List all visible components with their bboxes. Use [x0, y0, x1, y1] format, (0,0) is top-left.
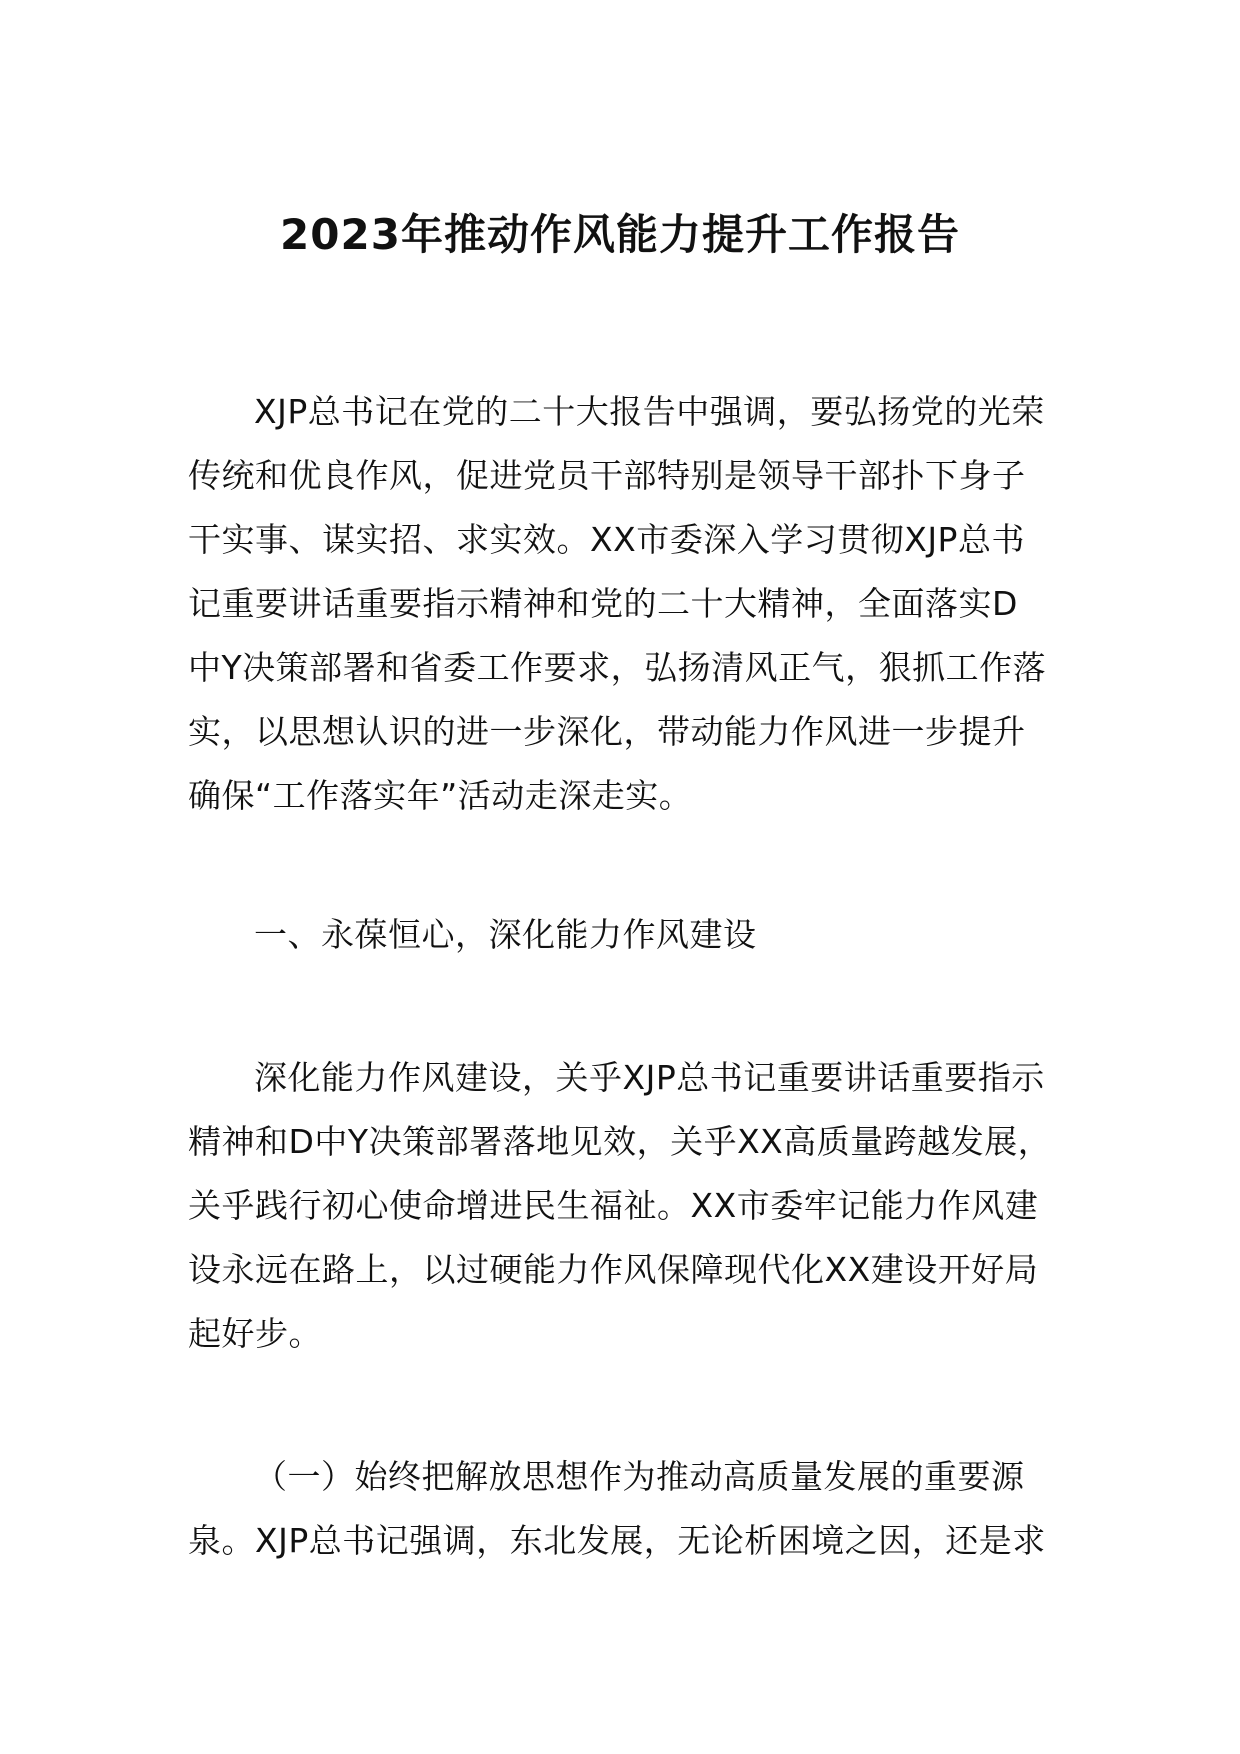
section-paragraph	[188, 1046, 1058, 1366]
section-heading: 一、永葆恒心，深化能力作风建设	[254, 915, 757, 954]
paragraph-line: 精神和D中Y决策部署落地见效，关乎XX高质量跨越发展，	[188, 1122, 1052, 1161]
paragraph-line: 设永远在路上，以过硬能力作风保障现代化XX建设开好局	[188, 1250, 1039, 1289]
paragraph-line: 泉。XJP总书记强调，东北发展，无论析困境之因，还是求	[188, 1521, 1046, 1560]
paragraph-line: 实，以思想认识的进一步深化，带动能力作风进一步提升	[188, 712, 1026, 751]
paragraph-line: 确保“工作落实年”活动走深走实。	[188, 776, 693, 815]
paragraph-line: 干实事、谋实招、求实效。XX市委深入学习贯彻XJP总书	[188, 520, 1025, 559]
paragraph-line: 关乎践行初心使命增进民生福祉。XX市委牢记能力作风建	[188, 1186, 1039, 1225]
document-title: 2023年推动作风能力提升工作报告	[280, 210, 960, 259]
paragraph-line: 记重要讲话重要指示精神和党的二十大精神，全面落实D	[188, 584, 1018, 623]
paragraph-line: （一）始终把解放思想作为推动高质量发展的重要源	[254, 1457, 1025, 1496]
paragraph-line: 传统和优良作风，促进党员干部特别是领导干部扑下身子	[188, 456, 1026, 495]
subsection-paragraph	[188, 1445, 1058, 1573]
paragraph-line: XJP总书记在党的二十大报告中强调，要弘扬党的光荣	[254, 392, 1045, 431]
paragraph-line: 中Y决策部署和省委工作要求，弘扬清风正气，狠抓工作落	[188, 648, 1047, 687]
intro-paragraph	[188, 380, 1058, 828]
paragraph-line: 深化能力作风建设，关乎XJP总书记重要讲话重要指示	[254, 1058, 1045, 1097]
paragraph-line: 起好步。	[188, 1314, 322, 1353]
